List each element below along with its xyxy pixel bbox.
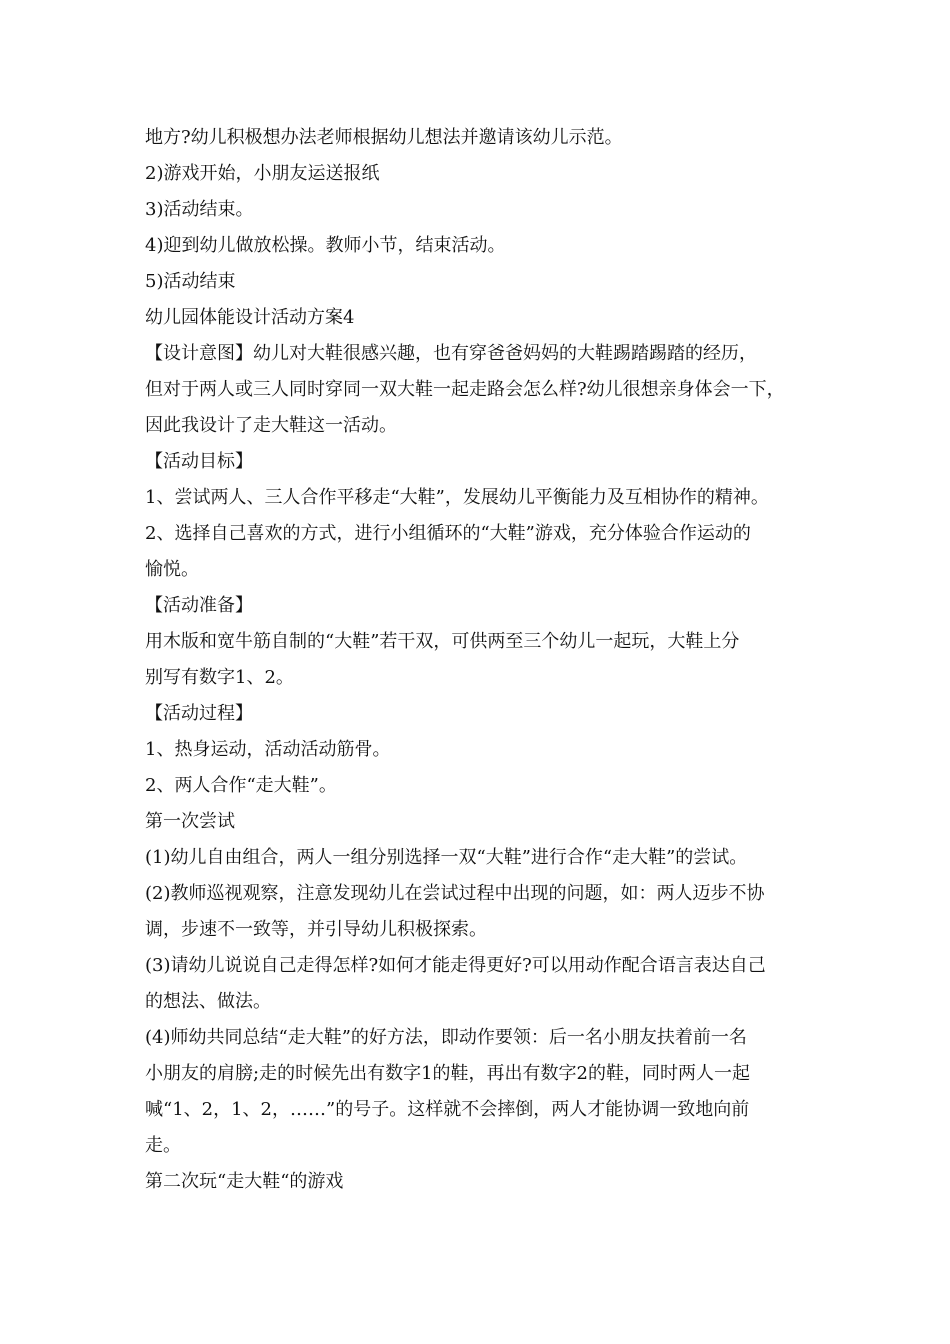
text-line: 5)活动结束 <box>145 271 236 292</box>
section-heading: 【活动准备】 <box>145 595 253 616</box>
text-line: 1、热身运动，活动活动筋骨。 <box>145 739 391 760</box>
text-line: (2)教师巡视观察，注意发现幼儿在尝试过程中出现的问题，如：两人迈步不协 <box>145 883 765 904</box>
text-line: 【设计意图】幼儿对大鞋很感兴趣，也有穿爸爸妈妈的大鞋踢踏踢踏的经历， <box>145 343 757 364</box>
text-line: 走。 <box>145 1135 181 1156</box>
text-line: 第一次尝试 <box>145 811 235 832</box>
text-line: 调，步速不一致等，并引导幼儿积极探索。 <box>145 919 487 940</box>
text-line: 别写有数字1、2。 <box>145 667 294 688</box>
text-line: 愉悦。 <box>145 559 199 580</box>
text-line: 但对于两人或三人同时穿同一双大鞋一起走路会怎么样?幼儿很想亲身体会一下， <box>145 379 785 400</box>
text-line: 1、尝试两人、三人合作平移走“大鞋”，发展幼儿平衡能力及互相协作的精神。 <box>145 487 769 508</box>
text-line: 2、两人合作“走大鞋”。 <box>145 775 337 796</box>
text-line: 喊“1、2，1、2，……”的号子。这样就不会摔倒，两人才能协调一致地向前 <box>145 1099 750 1120</box>
section-heading: 【活动目标】 <box>145 451 253 472</box>
text-line: 的想法、做法。 <box>145 991 271 1012</box>
text-line: 因此我设计了走大鞋这一活动。 <box>145 415 397 436</box>
text-line: 2、选择自己喜欢的方式，进行小组循环的“大鞋”游戏，充分体验合作运动的 <box>145 523 751 544</box>
text-line: 4)迎到幼儿做放松操。教师小节，结束活动。 <box>145 235 506 256</box>
text-line: (1)幼儿自由组合，两人一组分别选择一双“大鞋”进行合作“走大鞋”的尝试。 <box>145 847 748 868</box>
text-line: 第二次玩“走大鞋“的游戏 <box>145 1171 344 1192</box>
text-line: (4)师幼共同总结“走大鞋”的好方法，即动作要领：后一名小朋友扶着前一名 <box>145 1027 747 1048</box>
section-heading: 【活动过程】 <box>145 703 253 724</box>
text-line: (3)请幼儿说说自己走得怎样?如何才能走得更好?可以用动作配合语言表达自己 <box>145 955 766 976</box>
text-line: 用木版和宽牛筋自制的“大鞋”若干双，可供两至三个幼儿一起玩，大鞋上分 <box>145 631 740 652</box>
document-body <box>145 120 825 1200</box>
text-line: 3)活动结束。 <box>145 199 254 220</box>
text-line: 地方?幼儿积极想办法老师根据幼儿想法并邀请该幼儿示范。 <box>145 127 623 148</box>
section-heading: 幼儿园体能设计活动方案4 <box>145 307 355 328</box>
text-line: 2)游戏开始，小朋友运送报纸 <box>145 163 380 184</box>
text-line: 小朋友的肩膀;走的时候先出有数字1的鞋，再出有数字2的鞋，同时两人一起 <box>145 1063 750 1084</box>
